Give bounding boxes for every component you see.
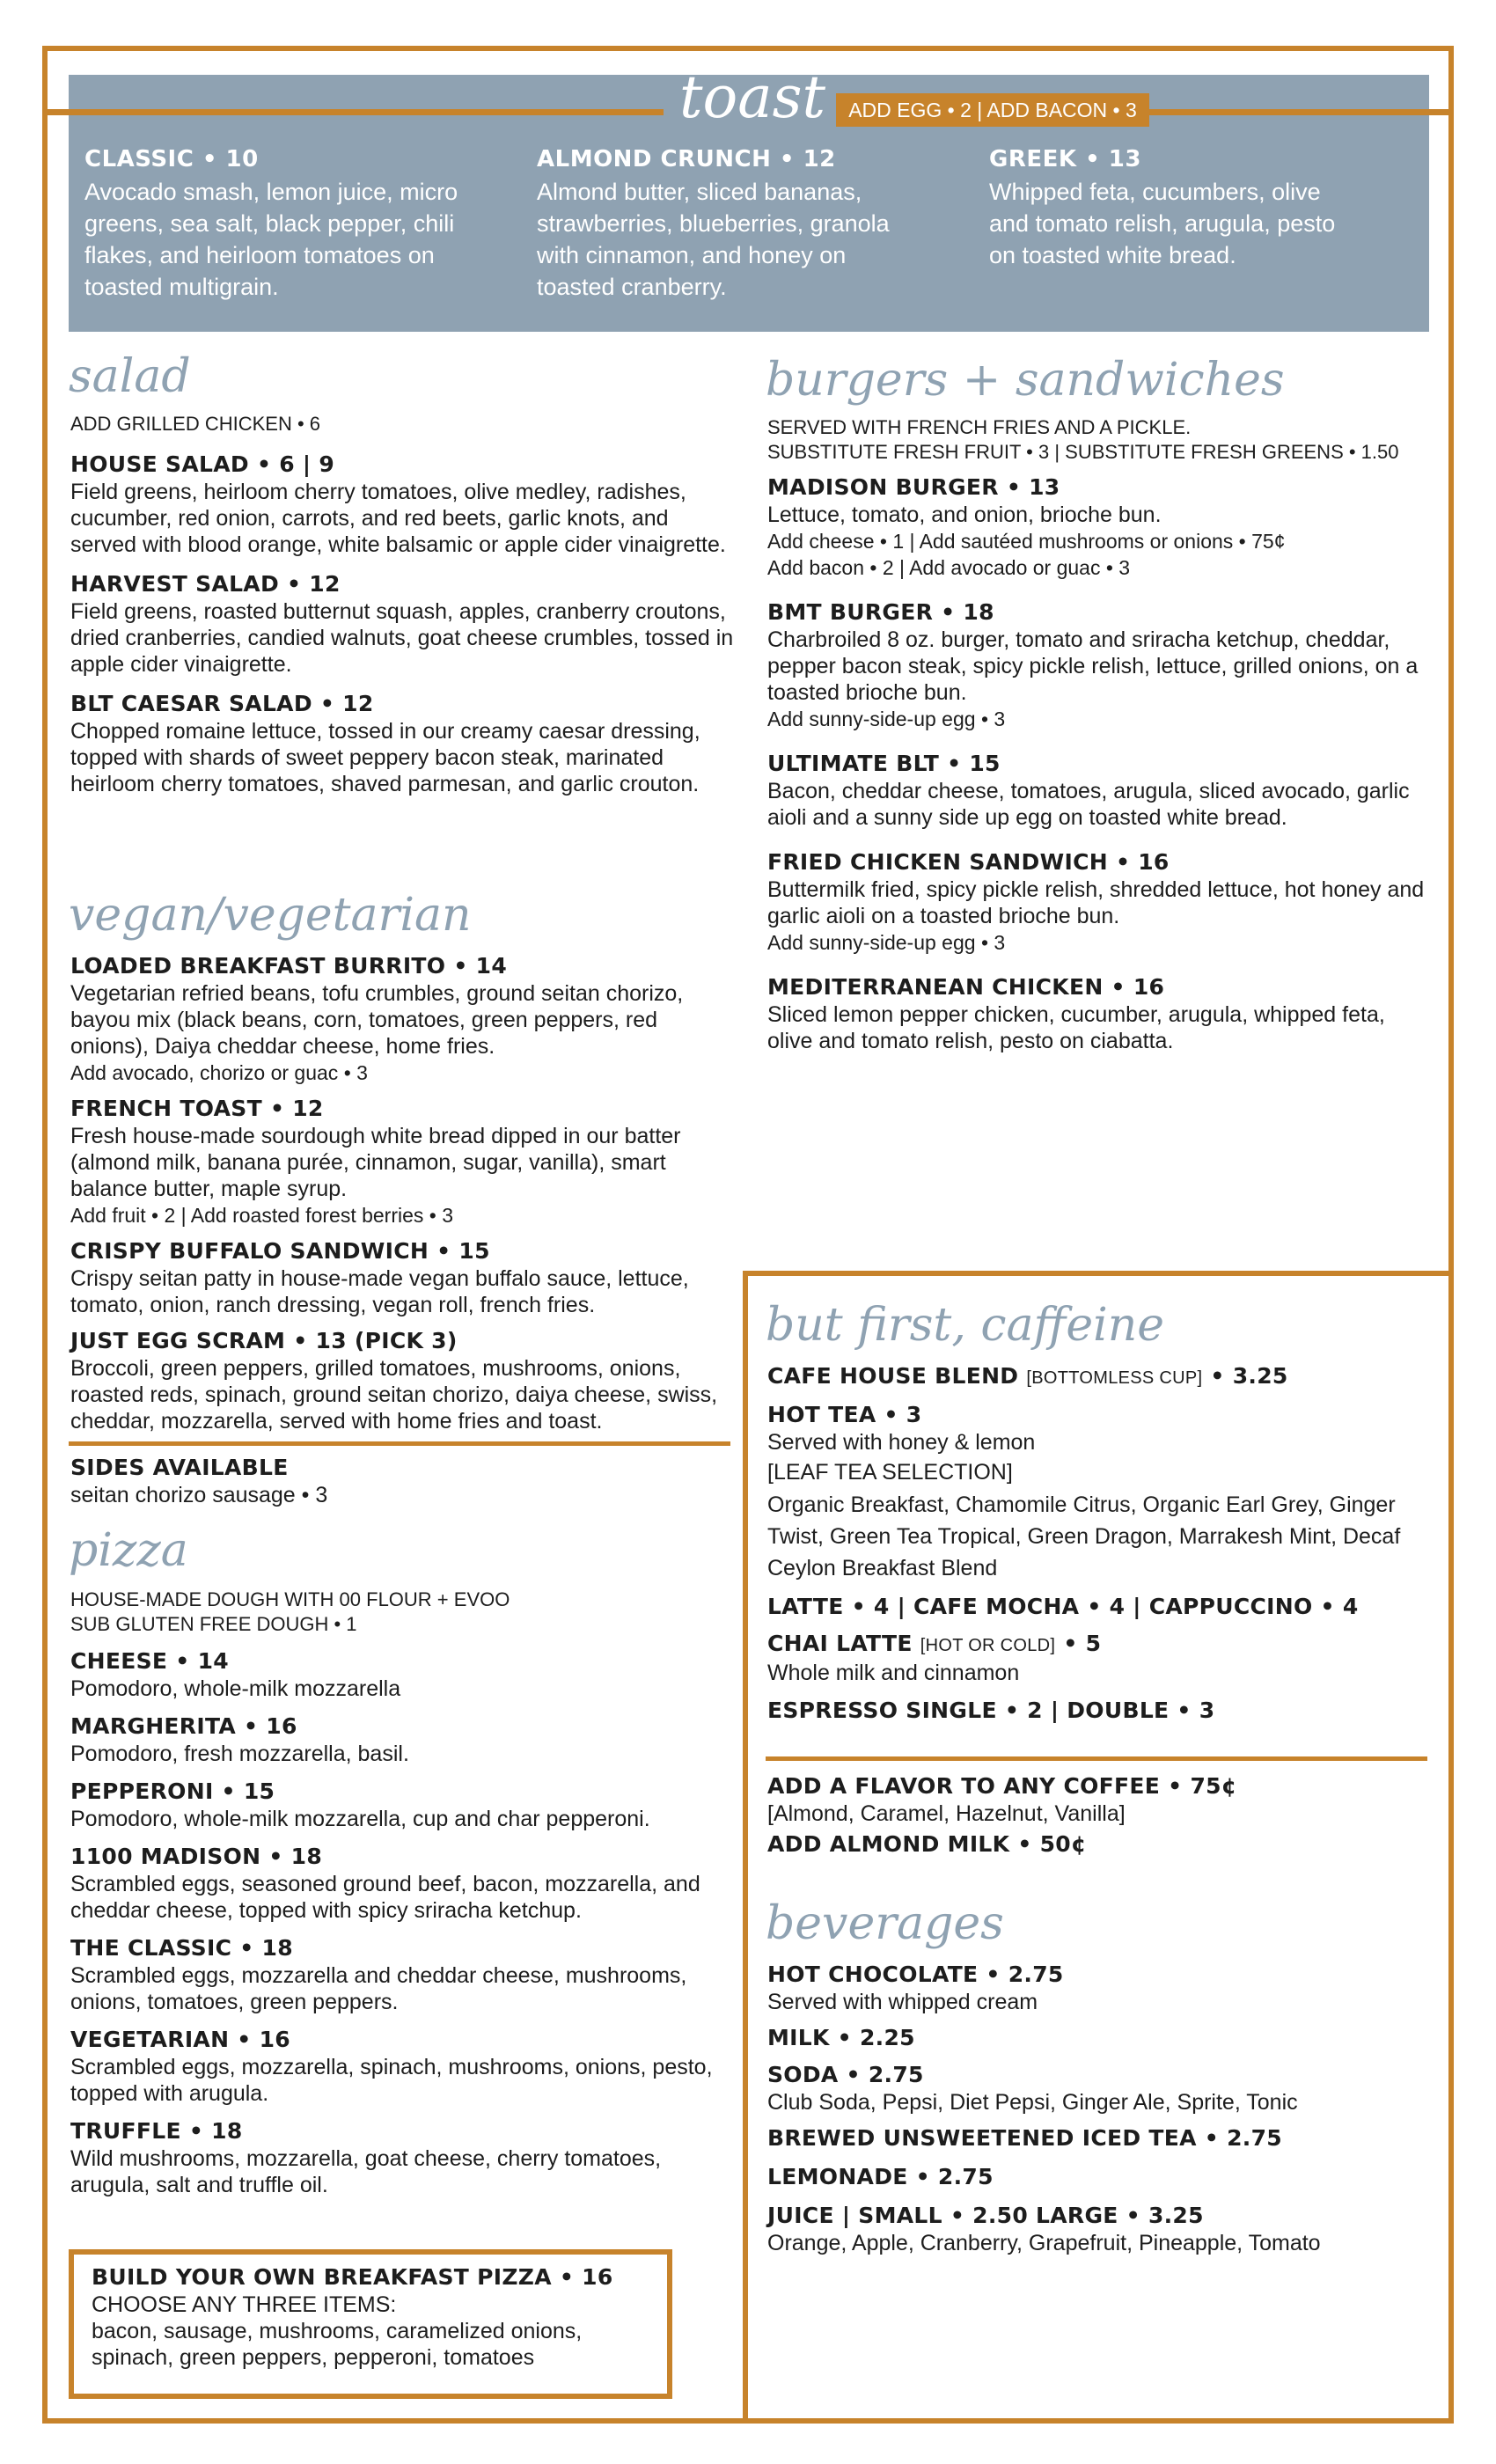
item-addon: Add sunny-side-up egg • 3 <box>767 931 1006 954</box>
item-name: ALMOND CRUNCH • 12 <box>537 146 836 172</box>
toast-item <box>989 146 1341 271</box>
item-desc: Whipped feta, cucumbers, olive and tomato relish, arugula, pesto on toasted white bread. <box>989 179 1336 268</box>
item-name: VEGETARIAN • 16 <box>70 2027 290 2052</box>
toast-title: toast <box>679 63 825 131</box>
item-name: GREEK • 13 <box>989 146 1141 172</box>
menu-item <box>70 1934 722 2015</box>
item-name: BMT BURGER • 18 <box>767 599 994 625</box>
item-desc: Avocado smash, lemon juice, micro greens, sea salt, black pepper, chili flakes, and heirloom tomatoes on toasted multigrain. <box>84 179 458 300</box>
item-desc: Almond butter, sliced bananas, strawberries, blueberries, granola with cinnamon, and honey on toasted cranberry. <box>537 179 890 300</box>
salad-section <box>70 412 739 797</box>
item-name: MEDITERRANEAN CHICKEN • 16 <box>767 974 1165 1000</box>
item-name: FRENCH TOAST • 12 <box>70 1096 324 1121</box>
item-name: CHAI LATTE <box>767 1631 913 1656</box>
item-name: BREWED UNSWEETENED ICED TEA • 2.75 <box>767 2125 1282 2151</box>
menu-item <box>767 973 1436 1054</box>
beverages-section <box>767 1961 1436 2256</box>
item-name: BLT CAESAR SALAD • 12 <box>70 691 374 716</box>
item-note: [HOT OR COLD] <box>920 1636 1056 1655</box>
item-name: HARVEST SALAD • 12 <box>70 571 341 597</box>
section-title-beverages: beverages <box>766 1897 1004 1950</box>
burgers-note: SUBSTITUTE FRESH FRUIT • 3 | SUBSTITUTE FRESH GREENS • 1.50 <box>767 441 1399 463</box>
item-subtitle: CHOOSE ANY THREE ITEMS: <box>92 2292 397 2317</box>
item-name: THE CLASSIC • 18 <box>70 1935 293 1961</box>
chai-latte <box>767 1630 1436 1660</box>
divider-line <box>766 1756 1427 1761</box>
leaf-tea-title: [LEAF TEA SELECTION] <box>767 1460 1013 1485</box>
sides-desc: seitan chorizo sausage • 3 <box>70 1483 328 1507</box>
item-name: CHEESE • 14 <box>70 1648 229 1674</box>
flavor-title: ADD A FLAVOR TO ANY COFFEE • 75¢ <box>767 1773 1237 1799</box>
sides-title: SIDES AVAILABLE <box>70 1455 289 1480</box>
item-name: JUICE | SMALL • 2.50 LARGE • 3.25 <box>767 2203 1204 2228</box>
item-name: HOUSE SALAD • 6 | 9 <box>70 451 335 477</box>
pizza-note: HOUSE-MADE DOUGH WITH 00 FLOUR + EVOO <box>70 1588 510 1610</box>
item-desc: Wild mushrooms, mozzarella, goat cheese, cherry tomatoes, arugula, salt and truffle oil. <box>70 2146 662 2197</box>
menu-item <box>767 848 1436 956</box>
section-title-salad: salad <box>69 350 191 403</box>
burgers-note: SERVED WITH FRENCH FRIES AND A PICKLE. <box>767 416 1192 438</box>
item-name: BUILD YOUR OWN BREAKFAST PIZZA • 16 <box>92 2264 613 2290</box>
item-name: LEMONADE • 2.75 <box>767 2164 994 2189</box>
item-price: • 3.25 <box>1210 1363 1288 1389</box>
item-desc: Served with whipped cream <box>767 1990 1038 2014</box>
item-desc: Served with honey & lemon <box>767 1430 1036 1455</box>
item-name: HOT CHOCOLATE • 2.75 <box>767 1962 1064 1987</box>
hot-tea: HOT TEA • 3 <box>767 1402 922 1427</box>
pizza-note: SUB GLUTEN FREE DOUGH • 1 <box>70 1613 357 1635</box>
item-desc: Pomodoro, whole-milk mozzarella <box>70 1676 401 1701</box>
item-desc: Vegetarian refried beans, tofu crumbles, ground seitan chorizo, bayou mix (black beans, corn, tomatoes, green peppers, red onions), Daiya cheddar cheese, home fries. <box>70 981 684 1059</box>
item-desc: Field greens, roasted butternut squash, apples, cranberry croutons, dried cranberries, candied walnuts, goat cheese crumbles, tossed in apple cider vinaigrette. <box>70 599 734 677</box>
item-desc: Fresh house-made sourdough white bread dipped in our batter (almond milk, banana purée, cinnamon, sugar, vanilla), smart balance butter, maple syrup. <box>70 1124 681 1201</box>
item-addon: Add cheese • 1 | Add sautéed mushrooms or onions • 75¢ <box>767 530 1286 553</box>
salad-note: ADD GRILLED CHICKEN • 6 <box>70 413 320 435</box>
menu-item <box>767 750 1436 831</box>
item-name: MILK • 2.25 <box>767 2025 915 2050</box>
item-desc: Orange, Apple, Cranberry, Grapefruit, Pineapple, Tomato <box>767 2231 1321 2255</box>
menu-item <box>70 1778 722 1832</box>
item-desc: Scrambled eggs, mozzarella and cheddar cheese, mushrooms, onions, tomatoes, green peppers. <box>70 1963 687 2014</box>
item-name: CAFE HOUSE BLEND <box>767 1363 1019 1389</box>
item-addon: Add avocado, chorizo or guac • 3 <box>70 1061 368 1084</box>
item-name: FRIED CHICKEN SANDWICH • 16 <box>767 849 1170 875</box>
item-desc: Sliced lemon pepper chicken, cucumber, arugula, whipped feta, olive and tomato relish, pesto on ciabatta. <box>767 1002 1385 1053</box>
item-name: 1100 MADISON • 18 <box>70 1844 323 1869</box>
toast-addons-tag: ADD EGG • 2 | ADD BACON • 3 <box>836 93 1149 127</box>
menu-item <box>70 570 739 678</box>
item-desc: Bacon, cheddar cheese, tomatoes, arugula, sliced avocado, garlic aioli and a sunny side up egg on toasted white bread. <box>767 779 1410 830</box>
section-title-pizza: pizza <box>69 1524 188 1577</box>
item-name: LOADED BREAKFAST BURRITO • 14 <box>70 953 508 979</box>
item-name: CRISPY BUFFALO SANDWICH • 15 <box>70 1238 490 1264</box>
item-desc: Pomodoro, fresh mozzarella, basil. <box>70 1742 409 1766</box>
flavor-desc: [Almond, Caramel, Hazelnut, Vanilla] <box>767 1801 1126 1826</box>
item-addon: Add bacon • 2 | Add avocado or guac • 3 <box>767 556 1131 579</box>
item-name: PEPPERONI • 15 <box>70 1778 275 1804</box>
divider-line <box>69 1441 730 1446</box>
item-desc: Scrambled eggs, seasoned ground beef, bacon, mozzarella, and cheddar cheese, topped with spicy sriracha ketchup. <box>70 1872 700 1923</box>
item-name: ULTIMATE BLT • 15 <box>767 751 1001 776</box>
menu-item <box>767 473 1436 581</box>
burgers-section <box>767 415 1436 1054</box>
item-note: [BOTTOMLESS CUP] <box>1026 1368 1203 1388</box>
menu-item <box>70 1327 739 1434</box>
item-desc: Lettuce, tomato, and onion, brioche bun. <box>767 502 1162 527</box>
item-desc: Scrambled eggs, mozzarella, spinach, mushrooms, onions, pesto, topped with arugula. <box>70 2055 713 2106</box>
item-desc: Crispy seitan patty in house-made vegan buffalo sauce, lettuce, tomato, onion, ranch dressing, vegan roll, french fries. <box>70 1266 689 1317</box>
toast-item <box>84 146 516 303</box>
item-desc: Field greens, heirloom cherry tomatoes, olive medley, radishes, cucumber, red onion, carrots, and red beets, garlic knots, and served with blood orange, white balsamic or apple cider vinaigrette. <box>70 480 726 557</box>
item-addon: Add fruit • 2 | Add roasted forest berries • 3 <box>70 1204 454 1227</box>
item-desc: Broccoli, green peppers, grilled tomatoes, mushrooms, onions, roasted reds, spinach, ground seitan chorizo, daiya cheese, swiss, cheddar, mozzarella, served with home fries and toast. <box>70 1356 718 1434</box>
section-title-vegan: vegan/vegetarian <box>69 889 472 942</box>
section-title-caffeine: but first, caffeine <box>766 1299 1165 1352</box>
menu-item <box>70 1237 739 1318</box>
item-name: TRUFFLE • 18 <box>70 2118 243 2144</box>
divider-line <box>42 109 664 115</box>
flavor-section <box>767 1772 1436 1859</box>
item-desc: Club Soda, Pepsi, Diet Pepsi, Ginger Ale, Sprite, Tonic <box>767 2090 1298 2115</box>
vegan-section <box>70 952 739 1434</box>
item-desc: bacon, sausage, mushrooms, caramelized onions, spinach, green peppers, pepperoni, tomatoes <box>92 2319 583 2370</box>
item-name: MARGHERITA • 16 <box>70 1713 297 1739</box>
item-desc: Chopped romaine lettuce, tossed in our creamy caesar dressing, topped with shards of sweet peppery bacon steak, marinated heirloom cherry tomatoes, shaved parmesan, and garlic crouton. <box>70 719 700 796</box>
divider-line <box>1144 109 1454 115</box>
menu-item <box>767 598 1436 732</box>
item-name: CLASSIC • 10 <box>84 146 259 172</box>
menu-item <box>70 1095 739 1228</box>
section-title-burgers: burgers + sandwiches <box>766 354 1285 407</box>
leaf-tea-desc: Organic Breakfast, Chamomile Citrus, Organic Earl Grey, Ginger Twist, Green Tea Tropical, Green Dragon, Marrakesh Mint, Decaf Ceylon Breakfast Blend <box>767 1492 1401 1580</box>
item-desc: Pomodoro, whole-milk mozzarella, cup and char pepperoni. <box>70 1807 650 1831</box>
menu-item <box>70 952 739 1086</box>
item-name: JUST EGG SCRAM • 13 (PICK 3) <box>70 1328 458 1353</box>
item-name: MADISON BURGER • 13 <box>767 474 1060 500</box>
menu-item <box>70 1712 722 1767</box>
build-your-own-pizza-box <box>69 2249 672 2399</box>
item-desc: Buttermilk fried, spicy pickle relish, shredded lettuce, hot honey and garlic aioli on a toasted brioche bun. <box>767 877 1425 928</box>
menu-item <box>70 1843 722 1924</box>
almond-milk: ADD ALMOND MILK • 50¢ <box>767 1831 1087 1857</box>
caffeine-section <box>767 1362 1436 1725</box>
house-blend <box>767 1362 1436 1392</box>
menu-item <box>70 2026 722 2107</box>
menu-item <box>70 451 739 558</box>
item-price: • 5 <box>1063 1631 1102 1656</box>
toast-item <box>537 146 906 303</box>
menu-item <box>70 1647 722 1702</box>
menu-item <box>70 2117 722 2198</box>
menu-item <box>70 690 739 797</box>
latte-line: LATTE • 4 | CAFE MOCHA • 4 | CAPPUCCINO • 4 <box>767 1594 1359 1619</box>
item-desc: Charbroiled 8 oz. burger, tomato and sriracha ketchup, cheddar, pepper bacon steak, spicy pickle relish, lettuce, grilled onions, on a toasted brioche bun. <box>767 627 1419 705</box>
item-desc: Whole milk and cinnamon <box>767 1661 1020 1685</box>
espresso-line: ESPRESSO SINGLE • 2 | DOUBLE • 3 <box>767 1698 1215 1723</box>
pizza-section <box>70 1588 722 2198</box>
sides-section <box>70 1454 722 1508</box>
item-addon: Add sunny-side-up egg • 3 <box>767 708 1006 730</box>
item-name: SODA • 2.75 <box>767 2062 924 2087</box>
